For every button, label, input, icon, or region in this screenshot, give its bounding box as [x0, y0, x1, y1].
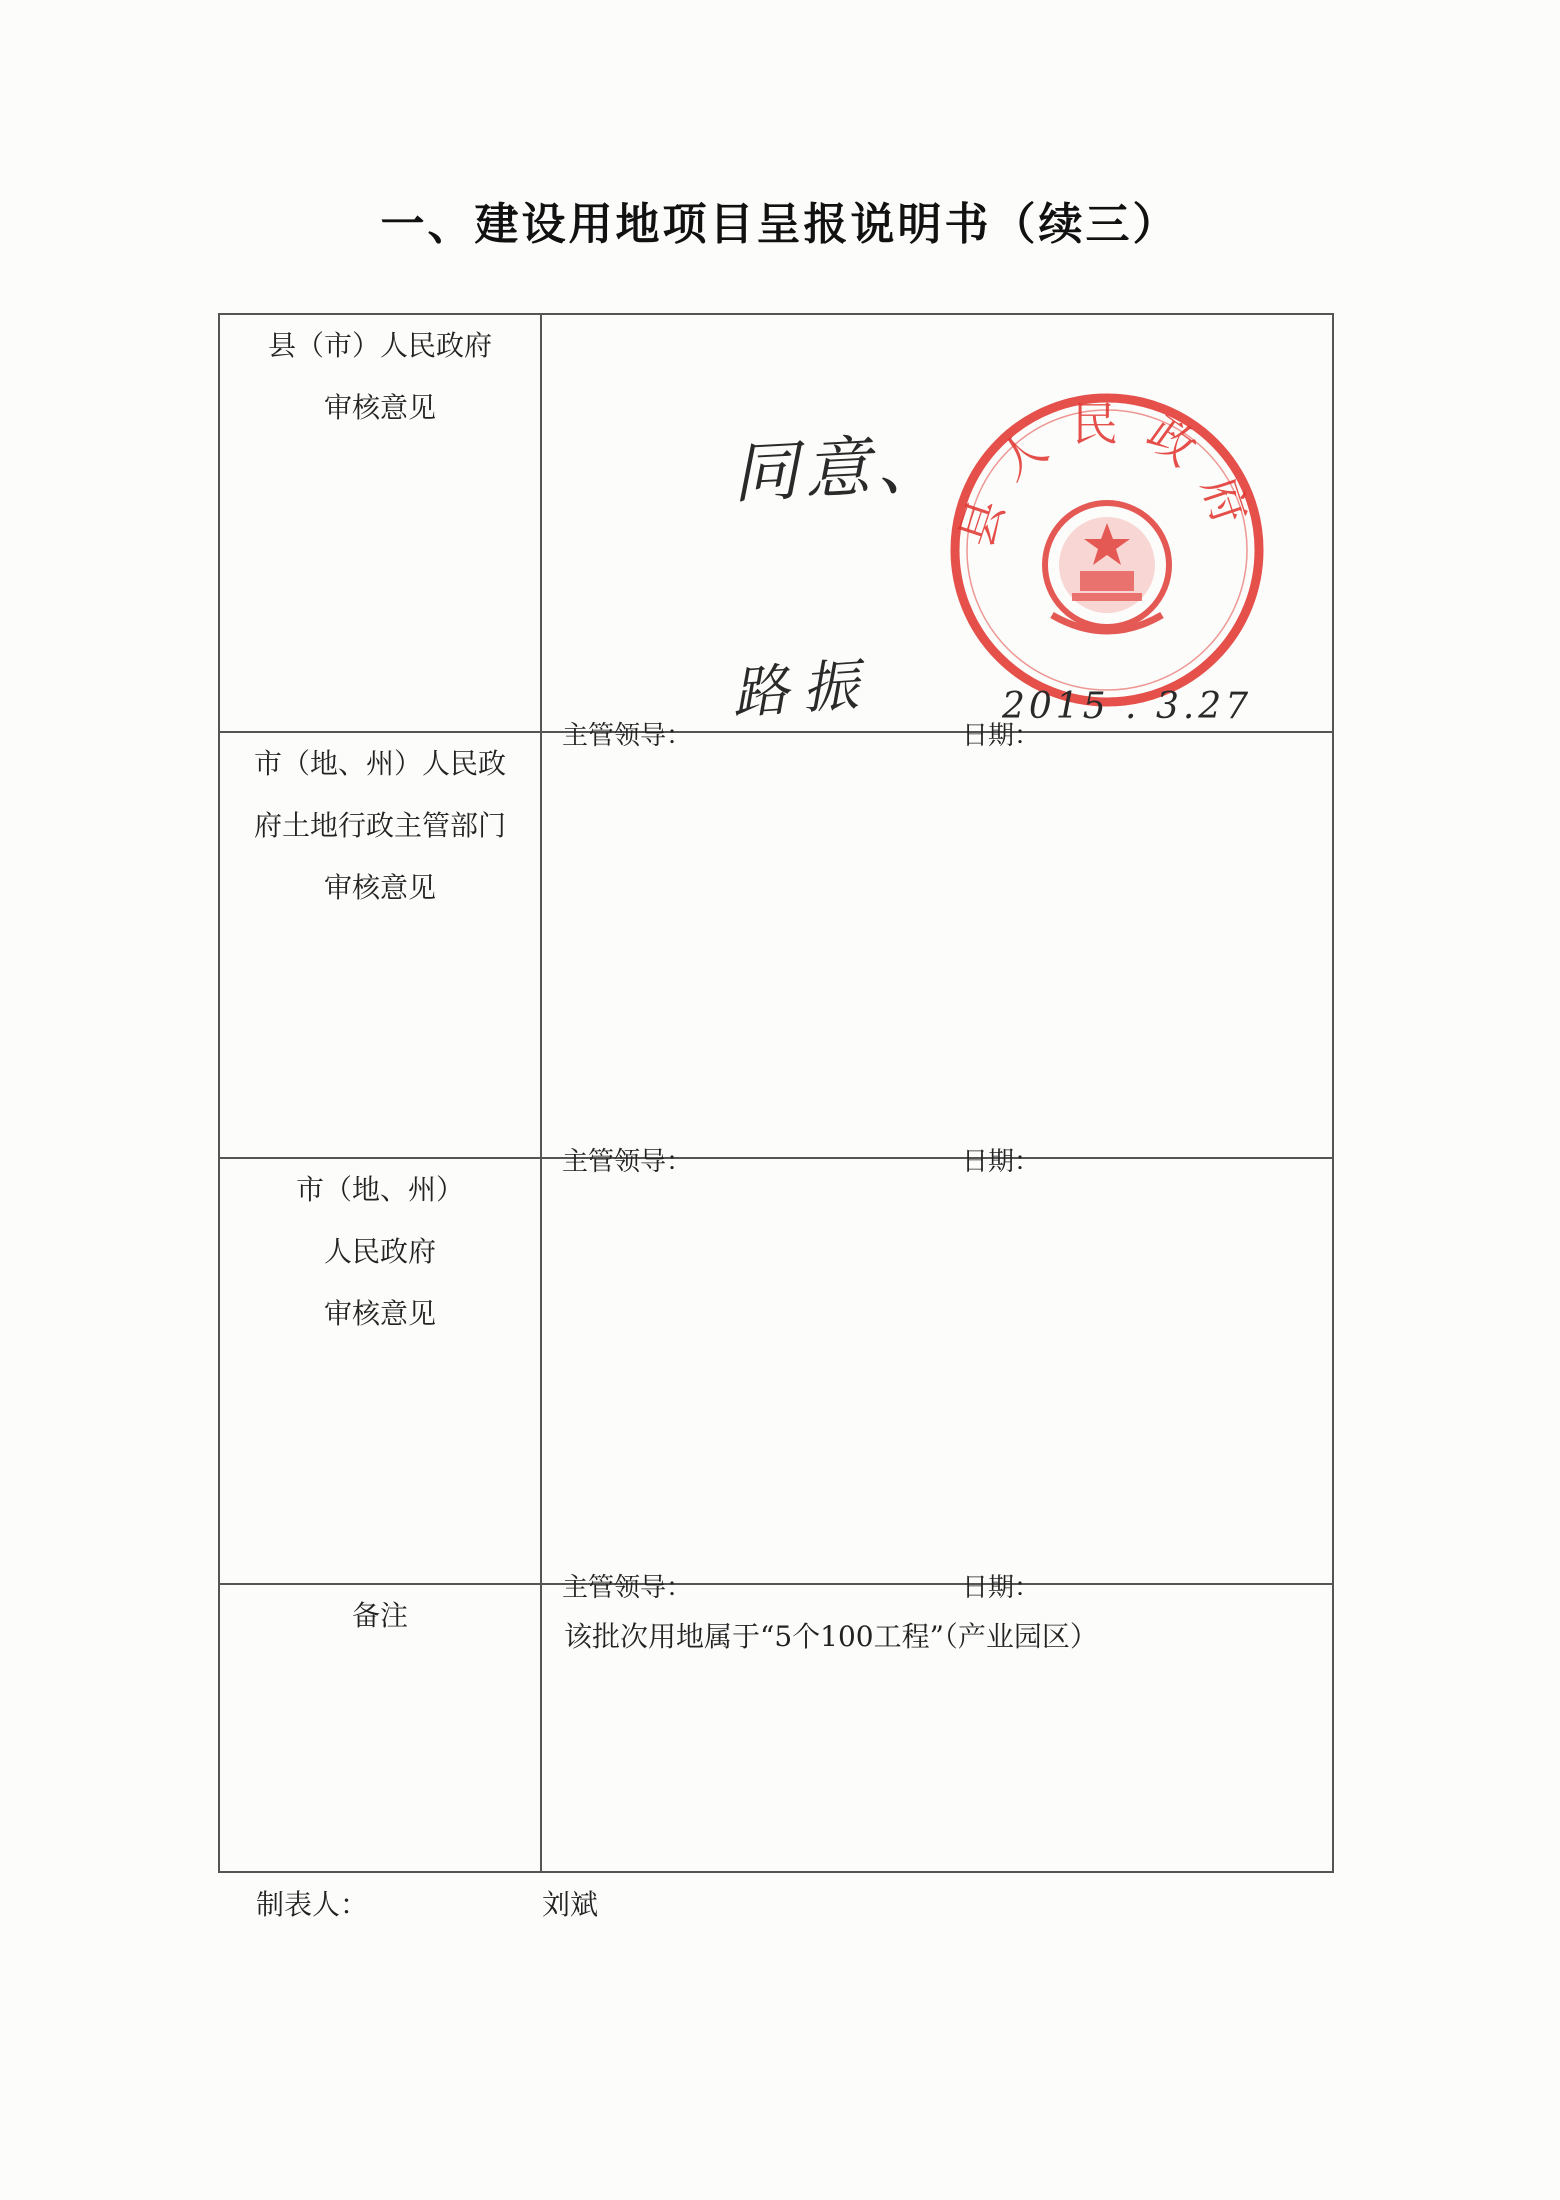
leader-label: 主管领导：	[562, 721, 693, 751]
row-label-line: 市（地、州）	[295, 1173, 464, 1206]
row-label-line: 备注	[351, 1599, 408, 1632]
date-label: 日期：	[962, 1147, 1041, 1177]
handwritten-date: 2015 . 3.27	[1002, 686, 1253, 727]
review-form-table	[218, 313, 1334, 1873]
seal-text: 县人民政府	[948, 396, 1266, 554]
date-label: 日期：	[962, 1573, 1041, 1603]
government-seal	[942, 385, 1272, 715]
row-label-line: 审核意见	[323, 1297, 436, 1330]
opinion-cell	[541, 314, 1333, 751]
form-row-city-gov	[219, 1158, 1333, 1584]
row-label-line: 审核意见	[323, 391, 436, 424]
leader-signature: 路振	[730, 652, 875, 727]
handwritten-opinion: 同意、	[730, 424, 951, 513]
form-row-city-land-dept	[219, 732, 1333, 1158]
form-row-remarks	[219, 1584, 1333, 1872]
row-label-line: 审核意见	[323, 871, 436, 904]
page-title: 一、建设用地项目呈报说明书（续三）	[380, 199, 1180, 250]
opinion-cell	[541, 732, 1333, 1177]
remark-cell	[541, 1584, 1333, 1872]
row-label	[219, 1158, 541, 1584]
row-label	[219, 1584, 541, 1872]
opinion-cell	[541, 1158, 1333, 1603]
row-label-line: 人民政府	[323, 1235, 436, 1268]
row-label	[219, 314, 541, 732]
row-label-line: 县（市）人民政府	[267, 329, 492, 362]
maker-label: 制表人：	[256, 1888, 369, 1921]
date-label: 日期：	[962, 721, 1041, 751]
row-label-line: 府土地行政主管部门	[253, 809, 506, 842]
maker-name: 刘斌	[542, 1888, 599, 1921]
leader-label: 主管领导：	[562, 1147, 693, 1177]
row-label	[219, 732, 541, 1158]
form-row-county	[219, 314, 1333, 732]
leader-label: 主管领导：	[562, 1573, 693, 1603]
remark-text: 该批次用地属于“5个100工程”（产业园区）	[564, 1620, 1098, 1653]
national-emblem-icon	[1045, 503, 1169, 631]
row-label-line: 市（地、州）人民政	[253, 747, 506, 780]
